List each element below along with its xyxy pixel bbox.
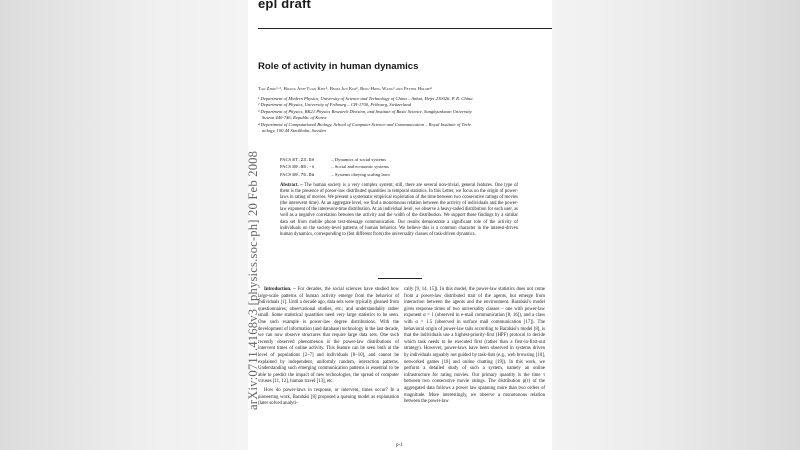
abstract-text: The human society is a very complex system; still, there are several non-trivial, general features. One type of them is the presence of power-law distributed quantities in temporal statistics. In this Letter, we focus on the origin of power-laws in rating of movies. We present a systematic empirical exploration of the time between two consecutive ratings of movies (the interevent time). At an aggregate level, we find a monotonous relation between the activity of individuals and the power-law exponent of the interevent-time distribution. At an individual level, we observe a heavy-tailed distribution for each user, as well as a negative correlation between the activity and the width of the distribution. We support these findings by a similar data set from mobile phone text-message communication. Our results demonstrate a significant role of the activity of individuals on the society-level patterns of human behavior. We believe this is a common character in the interest-driven human dynamics, corresponding to (but different from) the universality classes of task-driven dynamics. — [280, 183, 518, 237]
pacs-entry — [280, 164, 390, 171]
right-background — [552, 0, 800, 450]
journal-header: epl draft — [258, 0, 312, 11]
page-number: p-1 — [396, 443, 403, 448]
pacs-prefix: PACS — [280, 157, 292, 162]
intro-heading: Introduction. – — [264, 287, 296, 292]
author-list: Tao Zhou¹·², Hoang Anh-Tuan Kiet³, Beom Jun Kim³, Bing-Hong Wang¹ and Petter Holme⁴ — [258, 86, 432, 91]
affiliation-line: ⁴ Department of Computational Biology, School of Computer Science and Communication – Royal Institute of Tech- — [258, 121, 472, 127]
intro-paragraph: How do power-laws in response, or intervent, times occur? In a pioneering work, Barabási [8] proposed a queuing model as explanation (later solved analyti- — [258, 387, 399, 407]
abstract-heading: Abstract. – — [280, 183, 303, 188]
pacs-label: – Social and economic systems — [331, 164, 389, 170]
affiliation-line: Suwon 440-746, Republic of Korea — [262, 115, 327, 121]
paper-title: Role of activity in human dynamics — [258, 61, 419, 72]
pacs-code: 89.75.Da — [292, 172, 315, 178]
header-rule — [258, 28, 552, 29]
affiliations — [258, 96, 550, 134]
pacs-entry — [280, 172, 390, 179]
affiliation-line: ² Department of Physics, University of Fribourg – CH-1700, Fribourg, Switzerland — [258, 102, 412, 108]
left-background — [0, 0, 248, 450]
intro-paragraph — [258, 287, 399, 386]
affiliation-line: ³ Department of Physics, BK21 Physics Research Division, and Institute of Basic Science, Sungkyunkwan University — [258, 108, 472, 114]
arxiv-stamp: arXiv:0711.4168v3 [physics.soc-ph] 20 Feb 2008 — [246, 150, 260, 410]
right-column — [404, 287, 545, 408]
affiliation-line: ¹ Department of Modern Physics, University of Science and Technology of China – Anhui, Hefei 230026, P. R. China — [258, 96, 473, 101]
abstract — [280, 183, 518, 238]
pacs-list — [280, 157, 390, 179]
affiliation-line: nology, 100 44 Stockholm, Sweden — [262, 128, 326, 134]
pacs-entry — [280, 157, 390, 164]
section-separator — [378, 278, 422, 279]
pacs-label: – Systems obeying scaling laws — [331, 171, 390, 177]
intro-text: For decades, the social sciences have studied how large-scale patterns of human activity emerge from the behavior of individuals [1]. Until a decade ago, data sets were typically gleaned from questionnaires, observational studies, etc.; and understandably rather small. Some statistical quantities need very large statistics to be seen. One such example is power-law degree distributions. With the development of information (and database) technology in the last decade, we can now observe structures that require large data sets. One such recently observed phenomenon is the power-law distributions of intervent times of online activity. This feature can be seen both at the level of populations [2–7] and individuals [8–10], and cannot be explained by independent, uniformly random, interaction patterns. Understanding such emerging communication patterns is essential to be able to predict the impact of new technologies, the spread of computer viruses [11, 12], human travel [13], etc. — [258, 287, 399, 385]
pacs-prefix: PACS — [280, 171, 292, 177]
pacs-code: 87.23.Ge — [292, 158, 315, 163]
pacs-code: 89.65.-s — [292, 165, 315, 171]
intro-paragraph: cally [9, 14, 15]). In this model, the power-law statistics does not come from a power-law distributed trait of the agents, but emerge from interaction between the agents and the environment. Barabási's model gives response times of two universality classes – one with power-law exponent α = 1 (observed in e-mail communication [8, 16]), and a class with α = 1.5 (observed in surface mail communication [17]). The behavioral origin of power-law tails according to Barabási's model [8], is that the individuals use a highest-priority-first (HPF) protocol to decide which task needs to be executed first (rather than a first-in-first-out strategy). However, power-laws have been observed in systems driven by individuals arguably not guided by task-lists (e.g., web browsing [10], networked games [18] and online chatting [19]). In this work, we perform a detailed study of such a system, namely an online infrastructure for rating movies. Our primary quantity is the time τ between two consecutive movie ratings. The distribution p(τ) of the aggregated data follows a power law spanning more than two orders of magnitude. More interestingly, we observe a monotonous relation between the power-law — [404, 287, 545, 405]
pacs-label: – Dynamics of social systems — [331, 157, 386, 162]
left-column — [258, 287, 399, 410]
pacs-prefix: PACS — [280, 164, 292, 170]
paper-page — [248, 0, 552, 450]
